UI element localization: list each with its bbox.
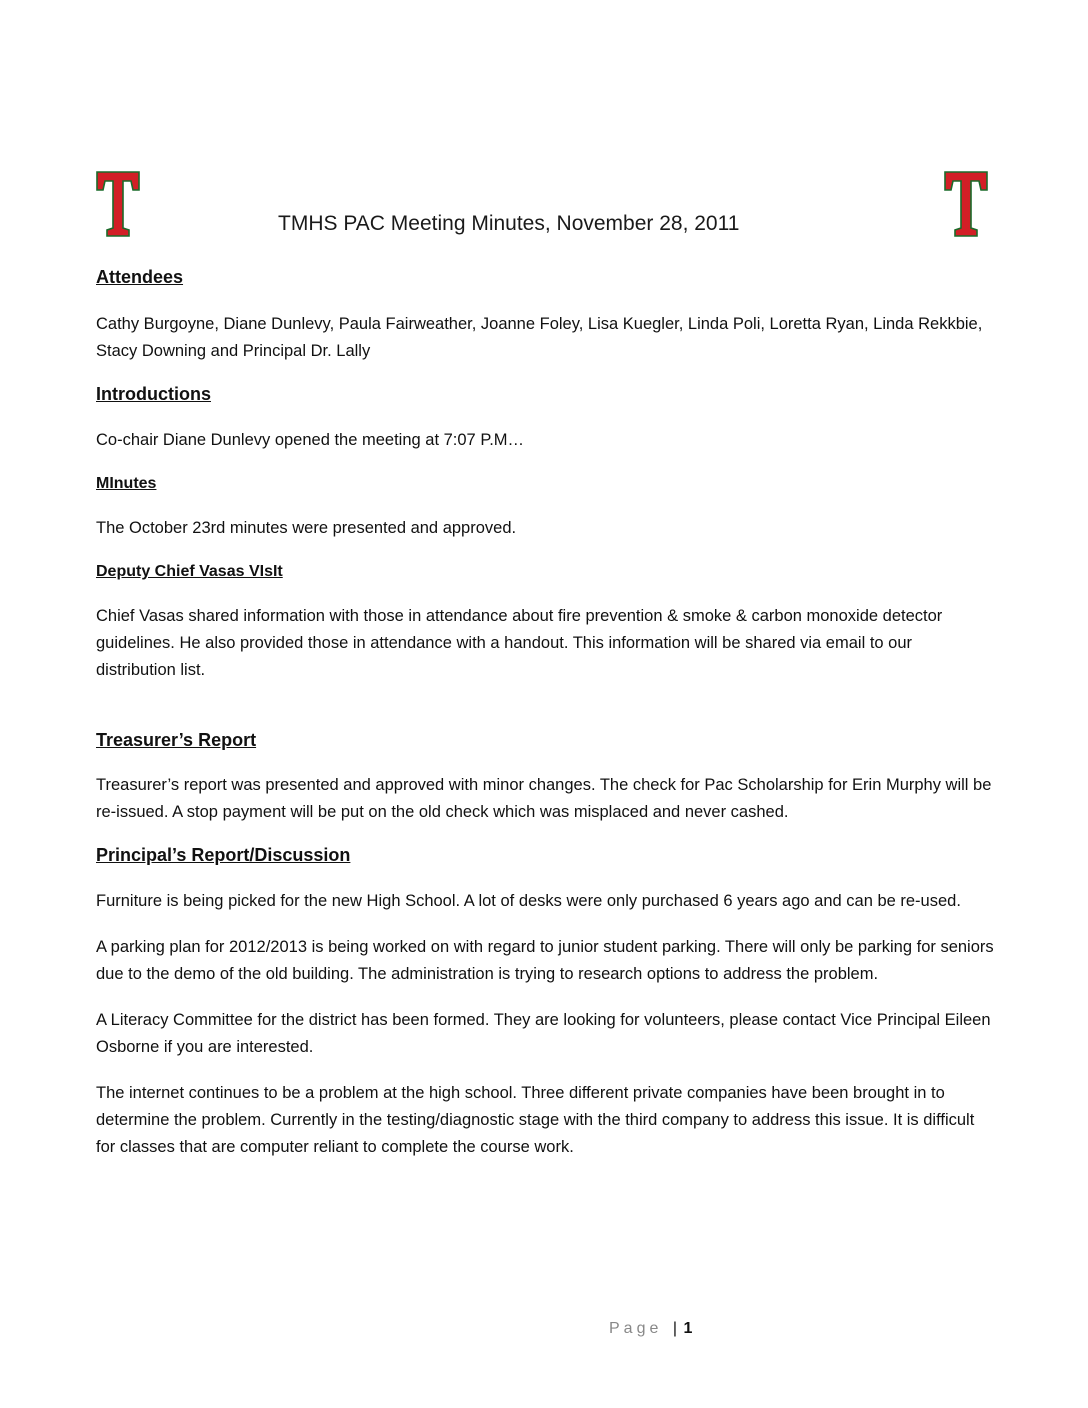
heading-principals-report: Principal’s Report/Discussion: [96, 845, 351, 865]
page-footer: [609, 1320, 692, 1338]
heading-minutes: MInutes: [96, 475, 157, 492]
page-separator: |: [672, 1320, 677, 1337]
treasurer-text: Treasurer’s report was presented and approved with minor changes. The check for Pac Scholarship for Erin Murphy will be re-issued. A stop payment will be put on the old check which was misplaced and never cashed.: [96, 776, 992, 821]
school-logo-right-icon: [943, 170, 989, 238]
introductions-text: Co-chair Diane Dunlevy opened the meeting at 7:07 P.M…: [96, 431, 525, 449]
page-label: Page: [609, 1320, 663, 1337]
minutes-text: The October 23rd minutes were presented and approved.: [96, 519, 517, 537]
heading-introductions: Introductions: [96, 384, 211, 404]
heading-attendees: Attendees: [96, 267, 184, 287]
deputy-visit-text: Chief Vasas shared information with those in attendance about fire prevention & smoke & carbon monoxide detector guidelines. He also provided those in attendance with a handout. This information will be shared via email to our distribution list.: [96, 607, 943, 679]
document-title: TMHS PAC Meeting Minutes, November 28, 2011: [278, 212, 740, 235]
school-logo-left-icon: [95, 170, 141, 238]
principal-paragraph: Furniture is being picked for the new High School. A lot of desks were only purchased 6 years ago and can be re-used.: [96, 892, 961, 910]
principal-paragraph: The internet continues to be a problem at the high school. Three different private companies have been brought in to determine the problem. Currently in the testing/diagnostic stage with the third company to address this issue. It is difficult for classes that are computer reliant to complete the course work.: [96, 1084, 975, 1156]
page-number: 1: [683, 1320, 693, 1337]
heading-treasurers-report: Treasurer’s Report: [96, 730, 257, 750]
principal-paragraph: A parking plan for 2012/2013 is being worked on with regard to junior student parking. There will only be parking for seniors due to the demo of the old building. The administration is trying to research options to address the problem.: [96, 938, 994, 983]
principal-paragraph: A Literacy Committee for the district has been formed. They are looking for volunteers, please contact Vice Principal Eileen Osborne if you are interested.: [96, 1011, 991, 1056]
document-body: [96, 262, 996, 1161]
attendees-text: Cathy Burgoyne, Diane Dunlevy, Paula Fairweather, Joanne Foley, Lisa Kuegler, Linda Poli, Loretta Ryan, Linda Rekkbie, Stacy Downing and Principal Dr. Lally: [96, 315, 983, 360]
heading-deputy-chief-visit: Deputy Chief Vasas VIsIt: [96, 563, 283, 580]
